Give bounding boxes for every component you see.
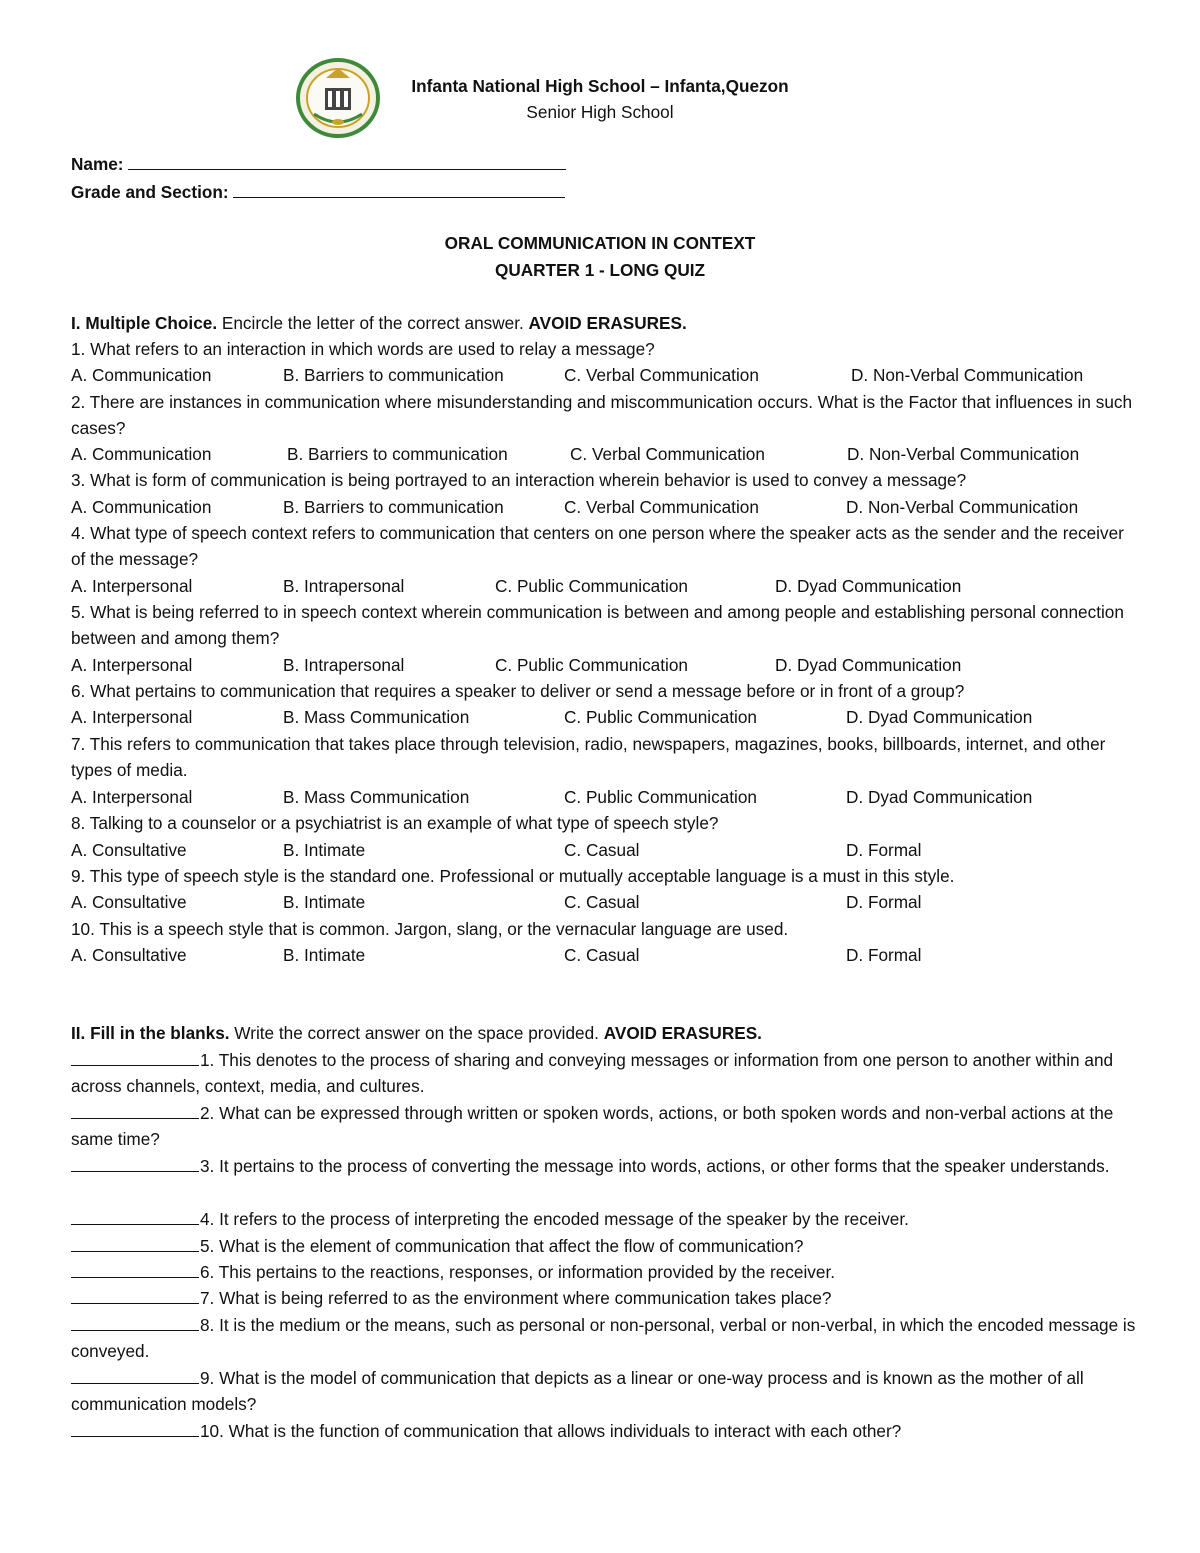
mc-question-text: What pertains to communication that requires a speaker to deliver or send a message before or in front of a group? (85, 681, 965, 701)
fill-blank-text: 9. What is the model of communication that depicts as a linear or one-way process and is known as the mother of all communication models? (71, 1368, 1084, 1415)
part2-instruction: Write the correct answer on the space provided. (229, 1023, 604, 1043)
answer-blank[interactable] (71, 1207, 199, 1225)
mc-options-5 (71, 652, 1151, 678)
mc-option-b[interactable]: B. Intrapersonal (283, 576, 405, 596)
part2-instructions (71, 1020, 1141, 1046)
mc-question-number: 9. (71, 866, 86, 886)
mc-options-2 (71, 441, 1151, 467)
fill-blank-item-4 (71, 1206, 1141, 1232)
mc-option-a[interactable]: A. Communication (71, 444, 212, 464)
mc-options-3 (71, 494, 1151, 520)
mc-option-b[interactable]: B. Mass Communication (283, 787, 470, 807)
mc-question-text: This type of speech style is the standard one. Professional or mutually acceptable language is a must in this style. (85, 866, 955, 886)
mc-question-text: What is form of communication is being portrayed to an interaction wherein behavior is used to convey a message? (85, 470, 967, 490)
mc-question-text: This is a speech style that is common. Jargon, slang, or the vernacular language are used. (94, 919, 789, 939)
mc-option-d[interactable]: D. Dyad Communication (846, 787, 1033, 807)
mc-option-d[interactable]: D. Non-Verbal Communication (847, 444, 1080, 464)
answer-blank[interactable] (71, 1234, 199, 1252)
mc-option-c[interactable]: C. Public Communication (495, 576, 688, 596)
answer-blank[interactable] (71, 1101, 199, 1119)
mc-question-number: 6. (71, 681, 86, 701)
mc-question-text: This refers to communication that takes place through television, radio, newspapers, magazines, books, billboards, internet, and other types of media. (71, 734, 1106, 781)
mc-option-b[interactable]: B. Intrapersonal (283, 655, 405, 675)
name-field (71, 152, 566, 176)
mc-question-text: What is being referred to in speech context wherein communication is between and among people and establishing personal connection between and among them? (71, 602, 1124, 649)
school-department: Senior High School (526, 102, 674, 122)
grade-section-blank[interactable] (233, 180, 565, 198)
mc-option-b[interactable]: B. Mass Communication (283, 707, 470, 727)
fill-blank-text: 6. This pertains to the reactions, responses, or information provided by the receiver. (200, 1262, 835, 1282)
mc-option-a[interactable]: A. Consultative (71, 945, 187, 965)
mc-option-b[interactable]: B. Intimate (283, 892, 366, 912)
mc-option-c[interactable]: C. Public Communication (564, 787, 757, 807)
answer-blank[interactable] (71, 1313, 199, 1331)
mc-option-a[interactable]: A. Consultative (71, 892, 187, 912)
mc-option-c[interactable]: C. Casual (564, 840, 640, 860)
mc-question-number: 3. (71, 470, 86, 490)
mc-question-number: 2. (71, 392, 86, 412)
name-label: Name: (71, 154, 124, 174)
fill-blank-item-9 (71, 1365, 1141, 1417)
mc-option-d[interactable]: D. Non-Verbal Communication (851, 365, 1084, 385)
fill-blank-text: 3. It pertains to the process of converting the message into words, actions, or other forms that the speaker understands. (200, 1156, 1110, 1176)
answer-blank[interactable] (71, 1419, 199, 1437)
mc-question-1 (71, 336, 1141, 362)
mc-option-c[interactable]: C. Casual (564, 892, 640, 912)
mc-options-4 (71, 573, 1151, 599)
mc-question-number: 5. (71, 602, 86, 622)
fill-blank-item-1 (71, 1047, 1141, 1099)
part2-heading: II. Fill in the blanks. (71, 1023, 230, 1043)
mc-option-c[interactable]: C. Verbal Communication (564, 365, 759, 385)
part1-instructions (71, 310, 1141, 336)
fill-blank-text: 8. It is the medium or the means, such as personal or non-personal, verbal or non-verbal, in which the encoded message is conveyed. (71, 1315, 1136, 1362)
fill-blank-item-6 (71, 1259, 1141, 1285)
mc-question-text: Talking to a counselor or a psychiatrist is an example of what type of speech style? (85, 813, 719, 833)
mc-question-6 (71, 678, 1141, 704)
answer-blank[interactable] (71, 1286, 199, 1304)
mc-option-d[interactable]: D. Formal (846, 892, 922, 912)
mc-question-text: What type of speech context refers to communication that centers on one person where the speaker acts as the sender and the receiver of the message? (71, 523, 1124, 570)
mc-option-b[interactable]: B. Barriers to communication (287, 444, 508, 464)
mc-option-a[interactable]: A. Communication (71, 365, 212, 385)
grade-section-label: Grade and Section: (71, 182, 229, 202)
mc-options-9 (71, 889, 1151, 915)
fill-blank-text: 7. What is being referred to as the environment where communication takes place? (200, 1288, 832, 1308)
fill-blank-item-10 (71, 1418, 1141, 1444)
answer-blank[interactable] (71, 1366, 199, 1384)
school-seal-logo (296, 58, 380, 138)
mc-question-5 (71, 599, 1141, 651)
mc-option-c[interactable]: C. Public Communication (495, 655, 688, 675)
answer-blank[interactable] (71, 1154, 199, 1172)
mc-option-c[interactable]: C. Verbal Communication (570, 444, 765, 464)
mc-question-number: 1. (71, 339, 86, 359)
mc-option-b[interactable]: B. Barriers to communication (283, 365, 504, 385)
grade-section-field (71, 180, 565, 204)
school-name: Infanta National High School – Infanta,Quezon (411, 76, 789, 96)
fill-blank-item-8 (71, 1312, 1141, 1364)
mc-option-d[interactable]: D. Dyad Communication (775, 655, 962, 675)
mc-option-b[interactable]: B. Intimate (283, 945, 366, 965)
fill-blank-item-2 (71, 1100, 1141, 1152)
mc-option-a[interactable]: A. Interpersonal (71, 707, 193, 727)
fill-blank-text: 10. What is the function of communication that allows individuals to interact with each other? (200, 1421, 902, 1441)
part1-warning: AVOID ERASURES. (528, 313, 687, 333)
mc-option-a[interactable]: A. Interpersonal (71, 655, 193, 675)
mc-option-d[interactable]: D. Dyad Communication (846, 707, 1033, 727)
mc-question-7 (71, 731, 1141, 783)
mc-option-a[interactable]: A. Communication (71, 497, 212, 517)
fill-blank-text: 5. What is the element of communication that affect the flow of communication? (200, 1236, 804, 1256)
mc-option-c[interactable]: C. Public Communication (564, 707, 757, 727)
mc-question-9 (71, 863, 1141, 889)
mc-option-b[interactable]: B. Barriers to communication (283, 497, 504, 517)
mc-option-a[interactable]: A. Consultative (71, 840, 187, 860)
fill-blank-text: 4. It refers to the process of interpreting the encoded message of the speaker by the receiver. (200, 1209, 909, 1229)
mc-options-8 (71, 837, 1151, 863)
subject-title: ORAL COMMUNICATION IN CONTEXT (444, 233, 756, 253)
mc-option-d[interactable]: D. Dyad Communication (775, 576, 962, 596)
answer-blank[interactable] (71, 1260, 199, 1278)
mc-option-d[interactable]: D. Non-Verbal Communication (846, 497, 1079, 517)
fill-blank-item-7 (71, 1285, 1141, 1311)
mc-option-d[interactable]: D. Formal (846, 840, 922, 860)
part2-warning: AVOID ERASURES. (603, 1023, 762, 1043)
quiz-title: QUARTER 1 - LONG QUIZ (494, 260, 706, 280)
fill-blank-item-3 (71, 1153, 1141, 1179)
mc-option-c[interactable]: C. Verbal Communication (564, 497, 759, 517)
mc-question-text: There are instances in communication where misunderstanding and miscommunication occurs. What is the Factor that influences in such cases? (71, 392, 1133, 439)
mc-option-d[interactable]: D. Formal (846, 945, 922, 965)
mc-question-3 (71, 467, 1141, 493)
mc-question-text: What refers to an interaction in which words are used to relay a message? (85, 339, 655, 359)
mc-option-c[interactable]: C. Casual (564, 945, 640, 965)
mc-question-number: 7. (71, 734, 86, 754)
mc-option-b[interactable]: B. Intimate (283, 840, 366, 860)
mc-option-a[interactable]: A. Interpersonal (71, 576, 193, 596)
mc-question-number: 4. (71, 523, 86, 543)
answer-blank[interactable] (71, 1048, 199, 1066)
mc-options-1 (71, 362, 1151, 388)
fill-blank-item-5 (71, 1233, 1141, 1259)
mc-question-4 (71, 520, 1141, 572)
part1-heading: I. Multiple Choice. (71, 313, 218, 333)
mc-option-a[interactable]: A. Interpersonal (71, 787, 193, 807)
mc-options-10 (71, 942, 1151, 968)
fill-blank-text: 2. What can be expressed through written or spoken words, actions, or both spoken words and non-verbal actions at the same time? (71, 1103, 1114, 1150)
name-blank[interactable] (128, 152, 566, 170)
mc-question-number: 8. (71, 813, 86, 833)
mc-question-10 (71, 916, 1141, 942)
mc-question-2 (71, 389, 1141, 441)
mc-question-number: 10. (71, 919, 95, 939)
part1-instruction: Encircle the letter of the correct answer. (217, 313, 529, 333)
mc-question-8 (71, 810, 1141, 836)
fill-blank-text: 1. This denotes to the process of sharing and conveying messages or information from one person to another within and across channels, context, media, and cultures. (71, 1050, 1114, 1097)
mc-options-7 (71, 784, 1151, 810)
mc-options-6 (71, 704, 1151, 730)
